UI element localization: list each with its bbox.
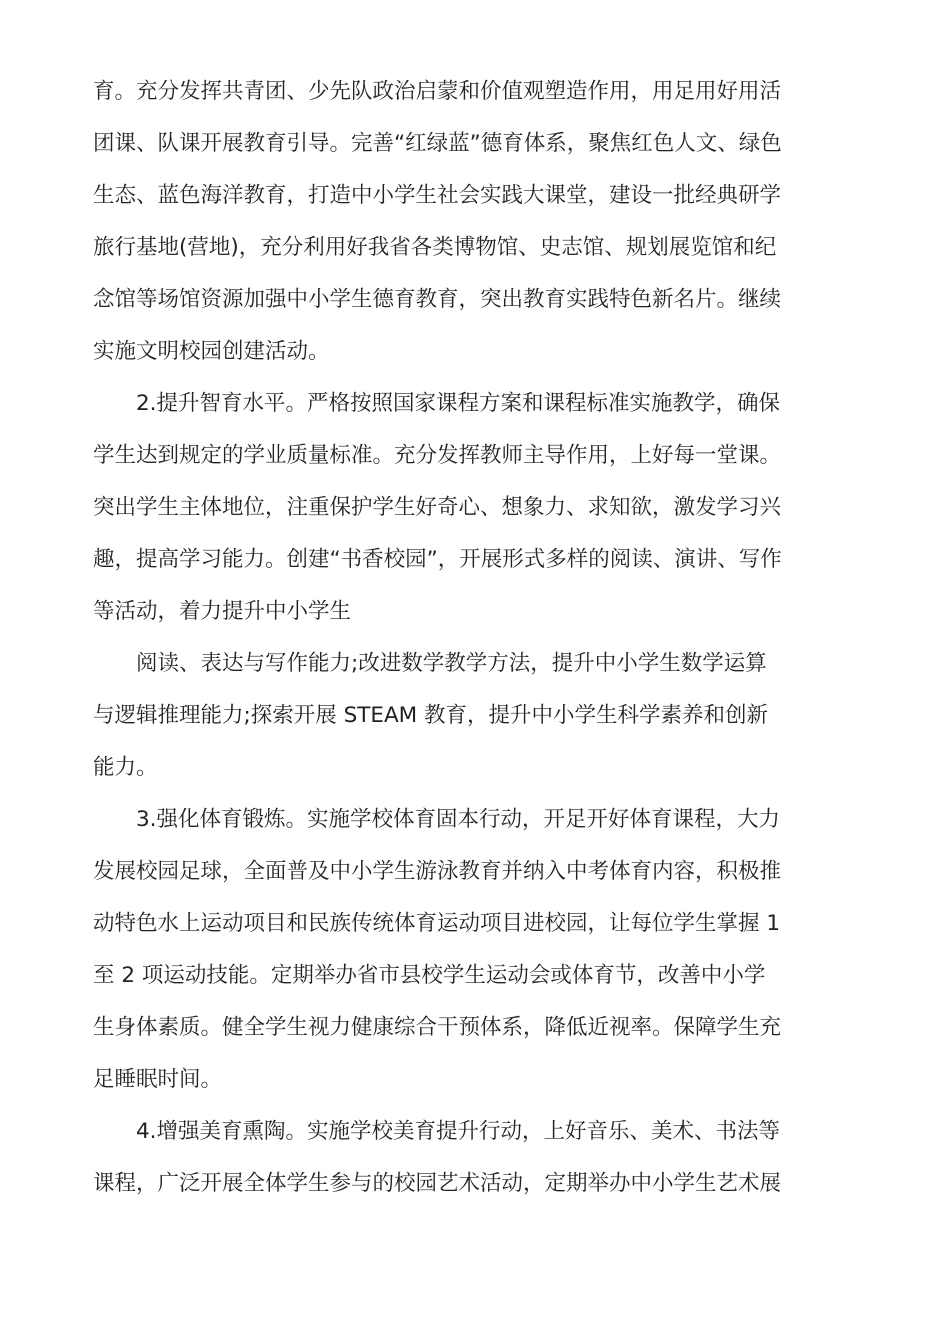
- text-line: 3.强化体育锻炼。实施学校体育固本行动，开足开好体育课程，大力: [136, 807, 781, 832]
- text-line: 阅读、表达与写作能力;改进数学教学方法，提升中小学生数学运算: [136, 651, 767, 676]
- text-line: 动特色水上运动项目和民族传统体育运动项目进校园，让每位学生掌握 1: [93, 911, 781, 936]
- text-line: 突出学生主体地位，注重保护学生好奇心、想象力、求知欲，激发学习兴: [93, 495, 782, 520]
- text-line: 旅行基地(营地)，充分利用好我省各类博物馆、史志馆、规划展览馆和纪: [93, 235, 777, 260]
- document-page: [93, 66, 855, 1210]
- text-line: 足睡眠时间。: [93, 1067, 223, 1092]
- paragraph-1: [93, 66, 855, 378]
- text-line: 至 2 项运动技能。定期举办省市县校学生运动会或体育节，改善中小学: [93, 963, 766, 988]
- text-line: 生态、蓝色海洋教育，打造中小学生社会实践大课堂，建设一批经典研学: [93, 183, 782, 208]
- text-line: 能力。: [93, 755, 158, 780]
- text-line: 念馆等场馆资源加强中小学生德育教育，突出教育实践特色新名片。继续: [93, 287, 782, 312]
- text-line: 趣，提高学习能力。创建“书香校园”，开展形式多样的阅读、演讲、写作: [93, 547, 782, 572]
- text-line: 2.提升智育水平。严格按照国家课程方案和课程标准实施教学，确保: [136, 391, 781, 416]
- text-line: 生身体素质。健全学生视力健康综合干预体系，降低近视率。保障学生充: [93, 1015, 782, 1040]
- text-line: 实施文明校园创建活动。: [93, 339, 330, 364]
- text-line: 育。充分发挥共青团、少先队政治启蒙和价值观塑造作用，用足用好用活: [93, 79, 782, 104]
- text-line: 课程，广泛开展全体学生参与的校园艺术活动，定期举办中小学生艺术展: [93, 1171, 782, 1196]
- text-line: 团课、队课开展教育引导。完善“红绿蓝”德育体系，聚焦红色人文、绿色: [93, 131, 782, 156]
- text-line: 等活动，着力提升中小学生: [93, 599, 352, 624]
- paragraph-3-reading-math: [93, 638, 855, 794]
- paragraph-5-aesthetic-education: [93, 1106, 855, 1210]
- text-line: 4.增强美育熏陶。实施学校美育提升行动，上好音乐、美术、书法等: [136, 1119, 781, 1144]
- text-line: 学生达到规定的学业质量标准。充分发挥教师主导作用，上好每一堂课。: [93, 443, 782, 468]
- paragraph-4-physical-education: [93, 794, 855, 1106]
- text-line: 发展校园足球，全面普及中小学生游泳教育并纳入中考体育内容，积极推: [93, 859, 782, 884]
- text-line: 与逻辑推理能力;探索开展 STEAM 教育，提升中小学生科学素养和创新: [93, 703, 769, 728]
- paragraph-2-intellectual-education: [93, 378, 855, 638]
